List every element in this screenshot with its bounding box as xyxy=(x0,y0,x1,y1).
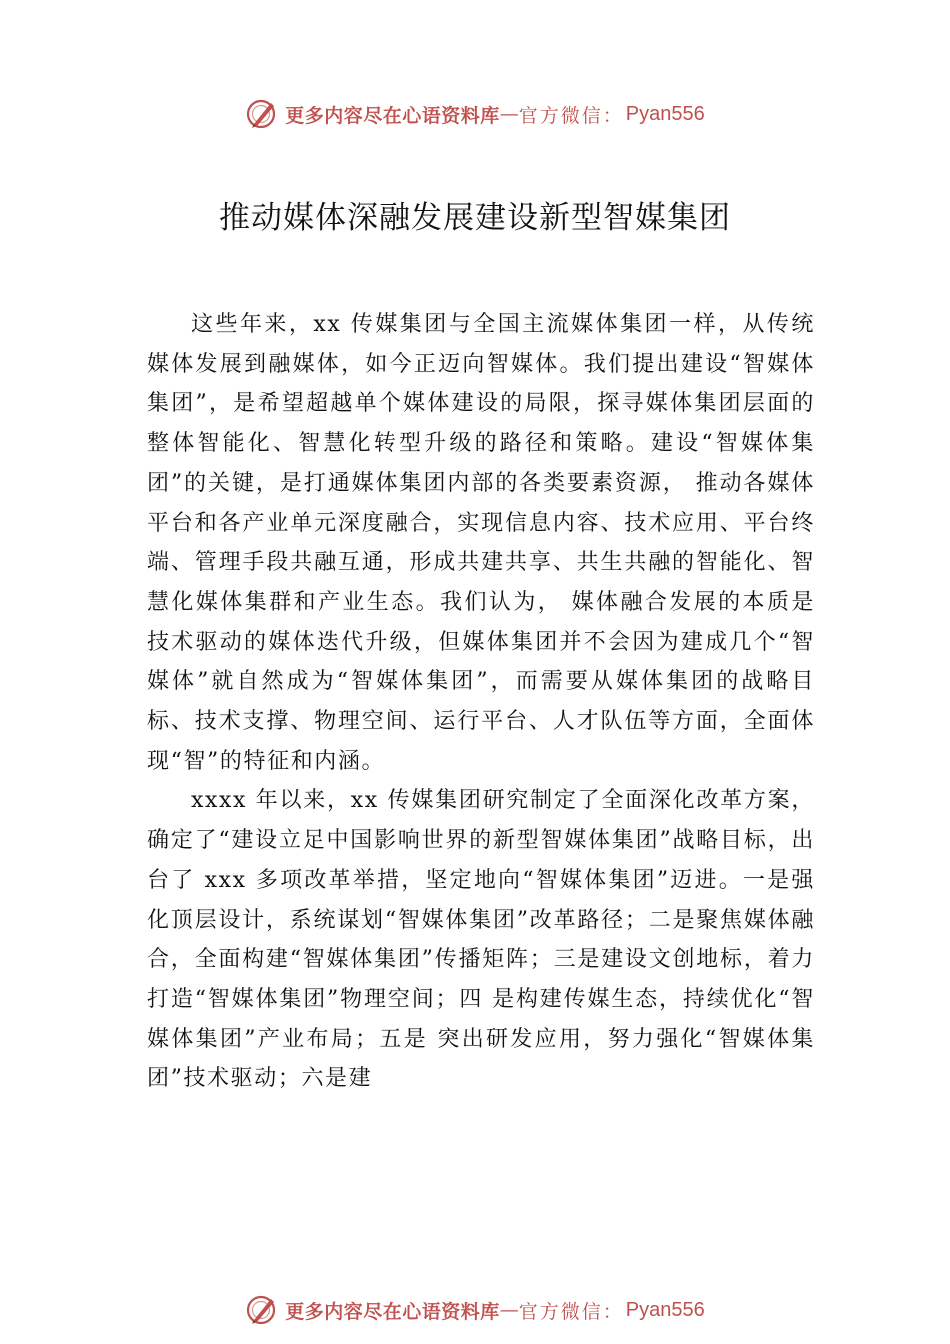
document-title: 推动媒体深融发展建设新型智媒集团 xyxy=(219,200,731,236)
footer-brand-text: 更多内容尽在心语资料库 xyxy=(285,1300,500,1323)
header-wechat-id: Pyan556 xyxy=(625,102,705,125)
pen-circle-logo-icon xyxy=(245,97,279,131)
document-body xyxy=(147,305,815,1099)
footer-watermark-banner xyxy=(0,1290,950,1330)
header-wechat-label: 官方微信： xyxy=(518,104,624,127)
header-watermark-banner xyxy=(0,94,950,134)
pen-circle-logo-icon xyxy=(245,1293,279,1327)
footer-separator: — xyxy=(499,1299,519,1321)
body-paragraph: 这些年来，xx 传媒集团与全国主流媒体集团一样，从传统媒体发展到融媒体，如今正迈向智媒体。我们提出建设“智媒体集团”，是希望超越单个媒体建设的局限，探寻媒体集团层面的整体智能化、智慧化转型升级的路径和策略。建设“智媒体集团”的关键，是打通媒体集团内部的各类要素资源， 推动各媒体平台和各产业单元深度融合，实现信息内容、技术应用、平台终端、管理手段共融互通，形成共建共享、共生共融的智能化、智慧化媒体集群和产业生态。我们认为， 媒体融合发展的本质是技术驱动的媒体迭代升级，但媒体集团并不会因为建成几个“智媒体”就自然成为“智媒体集团”，而需要从媒体集团的战略目标、技术支撑、物理空间、运行平台、人才队伍等方面，全面体现“智”的特征和内涵。 xyxy=(147,312,815,774)
footer-wechat-id: Pyan556 xyxy=(625,1298,705,1321)
footer-wechat-label: 官方微信： xyxy=(518,1300,624,1323)
body-paragraph: xxxx 年以来，xx 传媒集团研究制定了全面深化改革方案，确定了“建设立足中国影响世界的新型智媒体集团”战略目标，出台了 xxx 多项改革举措，坚定地向“智媒体集团”迈进。一是强化顶层设计，系统谋划“智媒体集团”改革路径；二是聚焦媒体融合，全面构建“智媒体集团”传播矩阵；三是建设文创地标，着力打造“智媒体集团”物理空间；四 是构建传媒生态，持续优化“智媒体集团”产业布局；五是 突出研发应用，努力强化“智媒体集团”技术驱动；六是建 xyxy=(147,788,815,1092)
header-separator: — xyxy=(499,103,519,125)
header-brand-text: 更多内容尽在心语资料库 xyxy=(285,104,500,127)
